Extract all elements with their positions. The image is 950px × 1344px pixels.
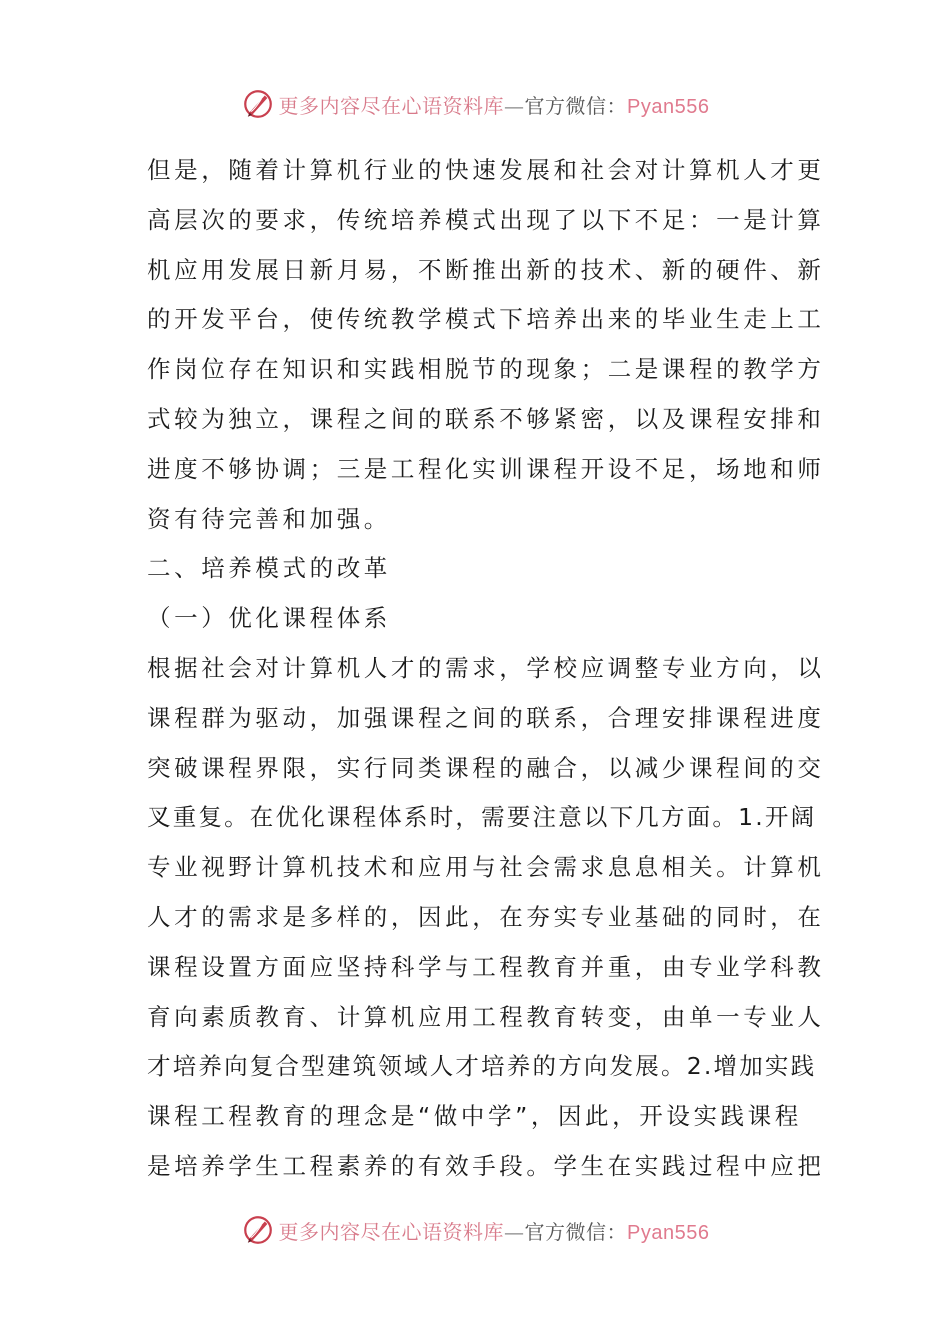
watermark-wechat-label: 官方微信： xyxy=(524,93,628,118)
text-line: 作岗位存在知识和实践相脱节的现象；二是课程的教学方 xyxy=(147,355,825,384)
watermark-brand: 更多内容尽在心语资料库 xyxy=(278,93,505,118)
watermark-text xyxy=(279,90,710,119)
text-line: 专业视野计算机技术和应用与社会需求息息相关。计算机 xyxy=(147,853,825,882)
watermark-dash: — xyxy=(504,93,525,118)
text-line: 课程设置方面应坚持科学与工程教育并重，由专业学科教 xyxy=(147,952,825,981)
pen-logo-icon xyxy=(241,1213,275,1247)
text-line: 人才的需求是多样的，因此，在夯实专业基础的同时，在 xyxy=(147,902,825,931)
text-line: 课程工程教育的理念是“做中学”，因此，开设实践课程 xyxy=(147,1102,802,1131)
watermark-wechat-label: 官方微信： xyxy=(524,1219,628,1244)
text-line: 突破课程界限，实行同类课程的融合，以减少课程间的交 xyxy=(147,753,825,782)
text-line: 但是，随着计算机行业的快速发展和社会对计算机人才更 xyxy=(147,156,825,184)
text-line: 进度不够协调；三是工程化实训课程开设不足，场地和师 xyxy=(147,454,825,483)
section-heading: 二、培养模式的改革 xyxy=(147,554,391,583)
text-line: 高层次的要求，传统培养模式出现了以下不足：一是计算 xyxy=(147,205,825,234)
text-line: 是培养学生工程素养的有效手段。学生在实践过程中应把 xyxy=(147,1151,825,1180)
document-body xyxy=(147,146,825,1192)
subsection-heading: （一）优化课程体系 xyxy=(147,604,391,633)
watermark-text xyxy=(279,1216,710,1245)
text-line: 叉重复。在优化课程体系时，需要注意以下几方面。1.开阔 xyxy=(147,803,817,832)
text-line: 式较为独立，课程之间的联系不够紧密，以及课程安排和 xyxy=(147,404,825,433)
text-line: 机应用发展日新月易，不断推出新的技术、新的硬件、新 xyxy=(147,255,825,284)
watermark-footer xyxy=(0,1210,950,1250)
text-line: 课程群为驱动，加强课程之间的联系，合理安排课程进度 xyxy=(147,703,825,732)
watermark-brand: 更多内容尽在心语资料库 xyxy=(278,1219,505,1244)
watermark-wechat-id: Pyan556 xyxy=(627,95,710,118)
text-line: 的开发平台，使传统教学模式下培养出来的毕业生走上工 xyxy=(147,305,825,334)
text-line: 育向素质教育、计算机应用工程教育转变，由单一专业人 xyxy=(147,1002,825,1031)
watermark-wechat-id: Pyan556 xyxy=(627,1221,710,1244)
pen-logo-icon xyxy=(241,87,275,121)
text-line: 根据社会对计算机人才的需求，学校应调整专业方向，以 xyxy=(147,653,825,682)
watermark-dash: — xyxy=(504,1219,525,1244)
watermark-header xyxy=(0,84,950,124)
text-line: 资有待完善和加强。 xyxy=(147,504,391,533)
text-line: 才培养向复合型建筑领域人才培养的方向发展。2.增加实践 xyxy=(147,1052,817,1081)
